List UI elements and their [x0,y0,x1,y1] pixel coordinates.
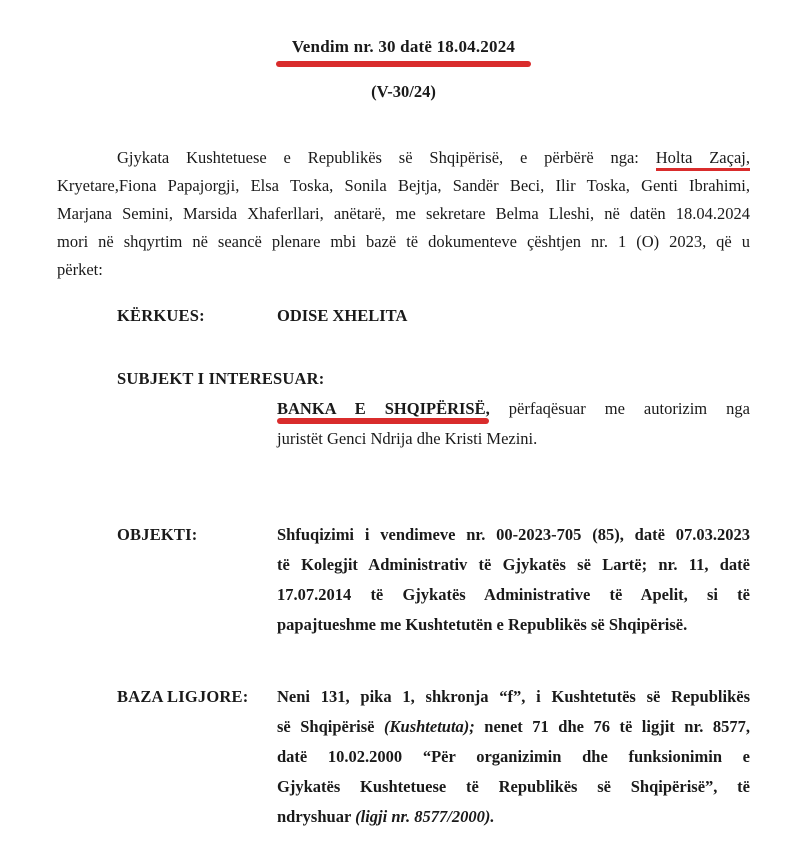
baza-ligji-ref: (ligji nr. 8577/2000). [355,807,495,826]
intro-line-3: Marjana Semini, Marsida Xhaferllari, anëtarë, me sekretare Belma Lleshi, në datën 18.04.2024 [57,204,750,223]
baza-line-5 [277,802,750,832]
section-objekti [117,520,750,640]
intro-paragraph [57,144,750,284]
objekti-label: OBJEKTI: [117,525,198,544]
section-kerkues [117,301,750,331]
baza-line-2-pre: së Shqipërisë [277,717,385,736]
objekti-line-3: 17.07.2014 të Gjykatës Administrative të Apelit, si të [277,585,750,604]
subjekt-label: SUBJEKT I INTERESUAR: [117,369,325,388]
intro-line-5: përket: [57,260,103,279]
intro-line-1-text: Gjykata Kushtetuese e Republikës së Shqipërisë, e përbërë nga: [117,148,656,167]
objekti-line-1: Shfuqizimi i vendimeve nr. 00-2023-705 (85), datë 07.03.2023 [277,525,750,544]
subjekt-value-line-2: juristët Genci Ndrija dhe Kristi Mezini. [277,429,538,448]
baza-line-5-pre: ndryshuar [277,807,356,826]
party-name-red-underline [277,418,489,424]
sections [117,301,750,832]
baza-line-1: Neni 131, pika 1, shkronja “f”, i Kushtetutës së Republikës [277,687,750,706]
baza-line-2 [277,712,750,742]
baza-line-3: datë 10.02.2000 “Për organizimin dhe funksionimin e [277,747,750,766]
title-red-underline [276,61,531,67]
objekti-line-2: të Kolegjit Administrativ të Gjykatës së Lartë; nr. 11, datë [277,555,750,574]
objekti-line-4: papajtueshme me Kushtetutën e Republikës së Shqipërisë. [277,615,688,634]
baza-line-4: Gjykatës Kushtetuese të Republikës së Shqipërisë”, të [277,777,750,796]
document-subtitle: (V-30/24) [371,82,436,101]
subjekt-party-name: BANKA E SHQIPËRISË, [277,399,490,418]
baza-kushtetuta-ref: (Kushtetuta); [384,717,475,736]
highlighted-name: Holta Zaçaj, [656,148,750,171]
document-title: Vendim nr. 30 datë 18.04.2024 [291,37,516,56]
baza-label: BAZA LIGJORE: [117,687,249,706]
intro-line-4: mori në shqyrtim në seancë plenare mbi bazë të dokumenteve çështjen nr. 1 (O) 2023, që u [57,232,750,251]
title-block [57,36,750,67]
section-baza-ligjore [117,682,750,832]
kerkues-value: ODISE XHELITA [277,306,408,325]
intro-line-1 [57,144,750,172]
subjekt-value-rest: përfaqësuar me autorizim nga [489,399,750,418]
intro-line-2: Kryetare,Fiona Papajorgji, Elsa Toska, Sonila Bejtja, Sandër Beci, Ilir Toska, Genti Ibrahimi, [57,176,750,195]
section-subjekt [117,364,750,454]
kerkues-label: KËRKUES: [117,306,205,325]
baza-line-2-post: nenet 71 dhe 76 të ligjit nr. 8577, [474,717,751,736]
